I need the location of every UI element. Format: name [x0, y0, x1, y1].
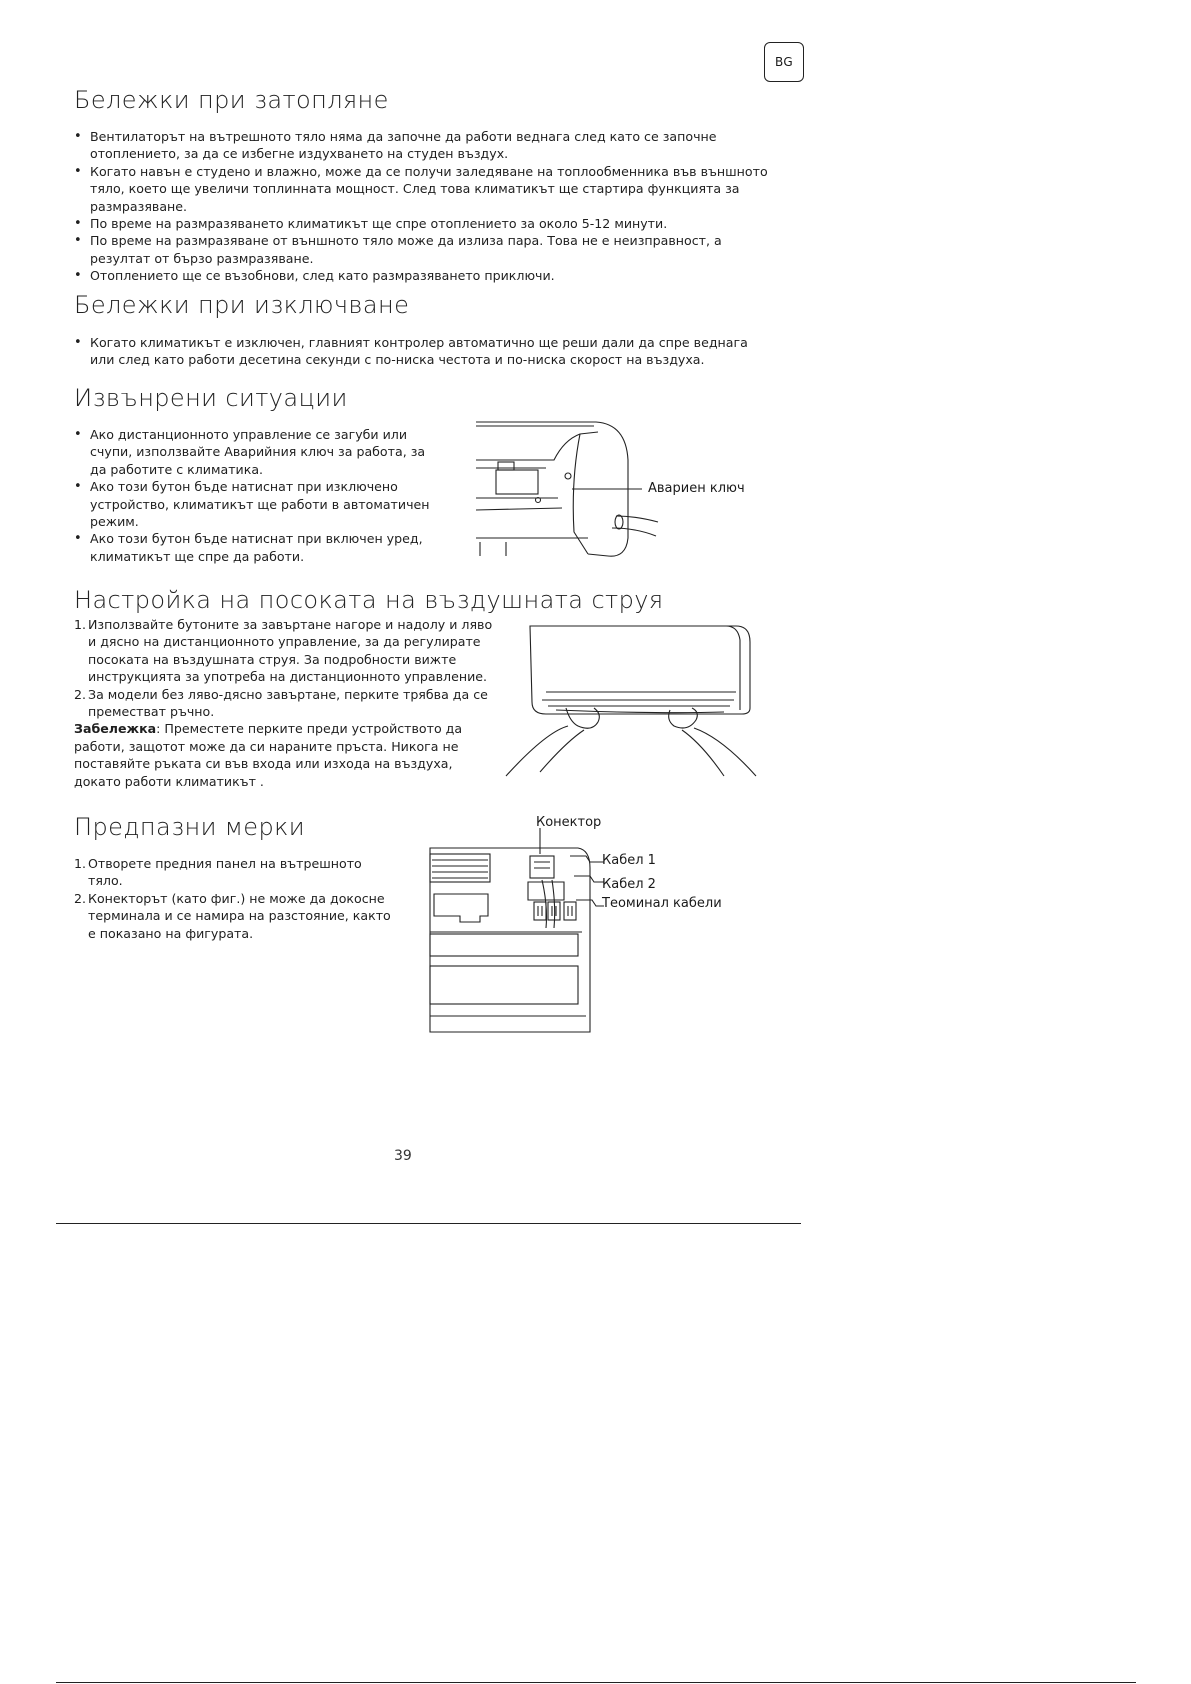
list-item — [74, 686, 494, 721]
connector-label: Конектор — [536, 815, 602, 830]
heading-shutdown: Бележки при изключване — [74, 291, 410, 319]
list-item — [74, 890, 394, 942]
item-number: 1. — [74, 856, 87, 871]
louver-adjust-illustration — [506, 622, 766, 782]
list-item: • По време на размразяването климатикът ще спре отоплението за около 5-12 минути. — [74, 215, 774, 232]
item-text: За модели без ляво-дясно завъртане, перките трябва да се преместват ръчно. — [88, 686, 488, 720]
list-item: • Когато навън е студено и влажно, може да се получи заледяване на топлообменника във външното тяло, което ще увеличи топлинната мощност. След това климатикът ще стартира функцията за размразяване. — [74, 163, 774, 215]
list-item: • По време на размразяване от външното тяло може да излиза пара. Това не е неизправност, а резултат от бързо размразяване. — [74, 232, 774, 267]
item-number: 2. — [74, 686, 87, 702]
page-divider-bottom — [56, 1682, 1136, 1683]
list-item: • Ако този бутон бъде натиснат при включен уред, климатикът ще спре да работи. — [74, 530, 434, 565]
item-text: Конекторът (като фиг.) не може да докосне терминала и се намира на разстояние, както е показано на фигурата. — [88, 890, 391, 941]
item-text: Отворете предния панел на вътрешното тяло. — [88, 856, 362, 889]
emergency-key-leader-line — [572, 487, 652, 491]
note-text: : Преместете перките преди устройството да работи, защотот може да си нараните пръста. Никога не поставяйте ръката си във входа или изхода на въздуха, докато работи климатикът . — [74, 721, 463, 789]
shutdown-bullet-list — [74, 334, 754, 369]
list-item: • Отоплението ще се възобнови, след като размразяването приключи. — [74, 267, 774, 284]
list-item: • Ако този бутон бъде натиснат при изключено устройство, климатикът ще работи в автоматичен режим. — [74, 478, 434, 530]
item-number: 2. — [74, 890, 87, 906]
terminal-label: Теоминал кабели — [602, 896, 722, 911]
list-item: • Когато климатикът е изключен, главният контролер автоматично ще реши дали да спре веднага или след като работи десетина секунди с по-ниска честота и по-ниска скорост на въздуха. — [74, 334, 754, 369]
cable1-label: Кабел 1 — [602, 853, 656, 868]
heading-heating: Бележки при затопляне — [74, 86, 389, 114]
page-number: 39 — [394, 1148, 412, 1164]
list-item — [74, 855, 394, 890]
item-number: 1. — [74, 617, 87, 632]
heating-bullet-list — [74, 128, 774, 285]
list-item: • Вентилаторът на вътрешното тяло няма да започне да работи веднага след като се започне отоплението, за да се избегне издухването на студен въздух. — [74, 128, 774, 163]
page-divider-top — [56, 1223, 801, 1224]
heading-airflow: Настройка на посоката на въздушната струя — [74, 586, 664, 614]
cable2-label: Кабел 2 — [602, 877, 656, 892]
airflow-instructions — [74, 616, 494, 790]
item-text: Използвайте бутоните за завъртане нагоре и надолу и ляво и дясно на дистанционното управление, за да регулирате посоката на въздушната струя. За подробности вижте инструкцията за употреба на дистанционното управление. — [88, 617, 493, 685]
list-item — [74, 616, 494, 686]
emergency-bullet-list — [74, 426, 434, 565]
note-label: Забележка — [74, 721, 157, 737]
language-badge: BG — [764, 42, 804, 82]
list-item: • Ако дистанционното управление се загуби или счупи, използвайте Аварийния ключ за работа, за да работите с климатика. — [74, 426, 434, 478]
airflow-note — [74, 720, 494, 790]
precautions-instructions — [74, 855, 394, 942]
emergency-key-label: Авариен ключ — [648, 481, 745, 496]
terminal-leader-lines — [536, 826, 616, 926]
heading-precautions: Предпазни мерки — [74, 813, 305, 841]
heading-emergency: Извънрени ситуации — [74, 384, 348, 412]
